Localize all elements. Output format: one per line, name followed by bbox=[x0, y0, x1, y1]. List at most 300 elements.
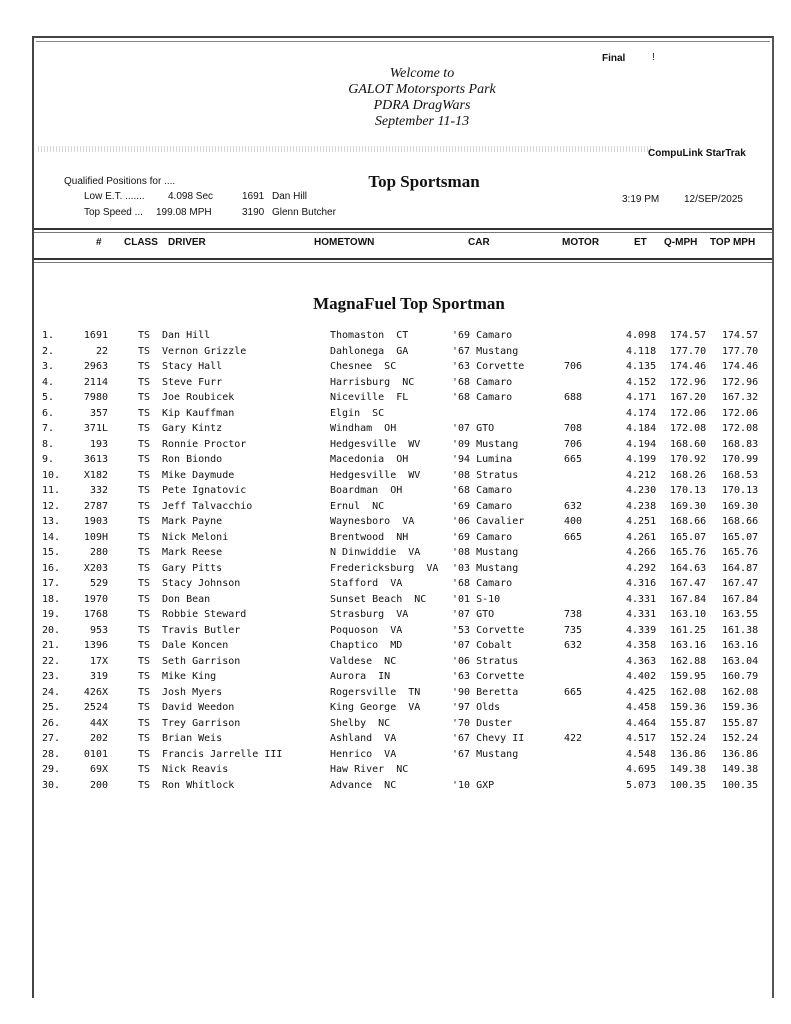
hometown-cell: Sunset Beach NC bbox=[330, 593, 427, 605]
position-cell: 27. bbox=[42, 733, 61, 744]
hometown-cell: Waynesboro VA bbox=[330, 516, 415, 527]
class-cell: TS bbox=[138, 686, 151, 698]
table-row bbox=[34, 454, 772, 470]
driver-cell: Mike King bbox=[162, 671, 217, 682]
driver-cell: Mark Reese bbox=[162, 547, 223, 558]
et-cell: 4.152 bbox=[626, 376, 657, 388]
car-number-cell: 3613 bbox=[83, 454, 108, 465]
class-cell: TS bbox=[138, 376, 151, 388]
et-cell: 4.251 bbox=[626, 516, 657, 527]
et-cell: 4.425 bbox=[626, 686, 657, 698]
driver-cell: Nick Meloni bbox=[162, 531, 229, 543]
track-name: GALOT Motorsports Park bbox=[348, 82, 496, 97]
qualifying-mph-cell: 168.26 bbox=[670, 469, 707, 481]
table-row bbox=[34, 532, 772, 548]
car-cell: '63 Corvette bbox=[452, 361, 525, 372]
car-cell: '03 Mustang bbox=[452, 562, 519, 574]
top-mph-cell: 167.84 bbox=[722, 593, 759, 605]
results-table bbox=[34, 330, 772, 795]
table-row bbox=[34, 702, 772, 718]
motor-cell: 632 bbox=[564, 500, 583, 512]
car-number-cell: 280 bbox=[89, 547, 108, 558]
event-series: PDRA DragWars bbox=[373, 98, 471, 113]
top-mph-cell: 163.55 bbox=[722, 609, 759, 620]
col-header-motor: MOTOR bbox=[562, 237, 600, 248]
table-row bbox=[34, 330, 772, 346]
column-header-rule-thin bbox=[34, 262, 772, 263]
hometown-cell: Dahlonega GA bbox=[330, 345, 409, 357]
qualifying-mph-cell: 170.13 bbox=[670, 485, 707, 496]
table-row bbox=[34, 361, 772, 377]
hometown-cell: Thomaston CT bbox=[330, 330, 409, 341]
class-cell: TS bbox=[138, 454, 151, 465]
hometown-cell: Stafford VA bbox=[330, 578, 403, 589]
table-row bbox=[34, 609, 772, 625]
qualifying-mph-cell: 164.63 bbox=[670, 562, 707, 574]
position-cell: 23. bbox=[42, 671, 61, 682]
top-mph-cell: 163.16 bbox=[722, 640, 759, 651]
col-header-class: CLASS bbox=[124, 237, 158, 248]
hometown-cell: King George VA bbox=[330, 702, 421, 713]
class-cell: TS bbox=[138, 562, 151, 574]
motor-cell: 665 bbox=[564, 531, 583, 543]
position-cell: 4. bbox=[42, 376, 55, 388]
class-cell: TS bbox=[138, 361, 151, 372]
hometown-cell: Hedgesville WV bbox=[330, 438, 421, 450]
final-mark: ! bbox=[652, 52, 655, 63]
qualifying-mph-cell: 174.57 bbox=[670, 330, 707, 341]
position-cell: 20. bbox=[42, 624, 61, 636]
car-number-cell: 2787 bbox=[83, 500, 108, 512]
car-number-cell: 7980 bbox=[83, 392, 108, 403]
et-cell: 4.331 bbox=[626, 609, 657, 620]
motor-cell: 665 bbox=[564, 454, 583, 465]
table-row bbox=[34, 547, 772, 563]
driver-cell: Gary Pitts bbox=[162, 562, 223, 574]
class-cell: TS bbox=[138, 733, 151, 744]
position-cell: 21. bbox=[42, 640, 61, 651]
et-cell: 4.098 bbox=[626, 330, 657, 341]
motor-cell: 738 bbox=[564, 609, 583, 620]
col-header-topmph: TOP MPH bbox=[710, 237, 756, 248]
car-number-cell: 200 bbox=[89, 779, 108, 791]
et-cell: 4.174 bbox=[626, 407, 657, 419]
qualifying-mph-cell: 100.35 bbox=[670, 779, 707, 791]
top-mph-cell: 163.04 bbox=[722, 655, 759, 667]
car-number-cell: 1691 bbox=[83, 330, 108, 341]
class-cell: TS bbox=[138, 717, 151, 729]
driver-cell: David Weedon bbox=[162, 702, 235, 713]
qualifying-mph-cell: 155.87 bbox=[670, 717, 707, 729]
top-mph-cell: 164.87 bbox=[722, 562, 759, 574]
car-number-cell: 332 bbox=[89, 485, 108, 496]
car-number-cell: 371L bbox=[83, 423, 108, 434]
car-cell: '67 Mustang bbox=[452, 345, 519, 357]
qualifying-mph-cell: 159.95 bbox=[670, 671, 707, 682]
et-cell: 4.184 bbox=[626, 423, 657, 434]
position-cell: 15. bbox=[42, 547, 61, 558]
table-row bbox=[34, 439, 772, 455]
car-cell: '07 Cobalt bbox=[452, 640, 513, 651]
qualifying-mph-cell: 163.10 bbox=[670, 609, 707, 620]
class-cell: TS bbox=[138, 609, 151, 620]
top-speed-car: 3190 bbox=[242, 207, 265, 218]
car-number-cell: 22 bbox=[95, 345, 108, 357]
table-row bbox=[34, 563, 772, 579]
qualifying-mph-cell: 172.06 bbox=[670, 407, 707, 419]
driver-cell: Francis Jarrelle III bbox=[162, 748, 283, 760]
report-date: 12/SEP/2025 bbox=[684, 194, 743, 205]
driver-cell: Seth Garrison bbox=[162, 655, 241, 667]
top-mph-cell: 167.32 bbox=[722, 392, 759, 403]
welcome-line: Welcome to bbox=[389, 66, 455, 81]
driver-cell: Mike Daymude bbox=[162, 469, 235, 481]
position-cell: 10. bbox=[42, 469, 61, 481]
low-et-driver: Dan Hill bbox=[272, 191, 308, 202]
col-header-hometown: HOMETOWN bbox=[314, 237, 375, 248]
driver-cell: Robbie Steward bbox=[162, 609, 247, 620]
qualifying-mph-cell: 159.36 bbox=[670, 702, 707, 713]
qualifying-mph-cell: 169.30 bbox=[670, 500, 707, 512]
driver-cell: Travis Butler bbox=[162, 624, 241, 636]
class-cell: TS bbox=[138, 779, 151, 791]
top-mph-cell: 165.07 bbox=[722, 531, 759, 543]
table-row bbox=[34, 640, 772, 656]
class-cell: TS bbox=[138, 392, 151, 403]
hometown-cell: Chesnee SC bbox=[330, 361, 397, 372]
car-cell: '08 Stratus bbox=[452, 469, 519, 481]
et-cell: 4.292 bbox=[626, 562, 657, 574]
position-cell: 24. bbox=[42, 686, 61, 698]
driver-cell: Joe Roubicek bbox=[162, 392, 235, 403]
car-cell: '63 Corvette bbox=[452, 671, 525, 682]
position-cell: 12. bbox=[42, 500, 61, 512]
top-speed-value: 199.08 MPH bbox=[156, 207, 212, 218]
et-cell: 4.212 bbox=[626, 469, 657, 481]
top-mph-cell: 168.83 bbox=[722, 438, 759, 450]
top-mph-cell: 177.70 bbox=[722, 345, 759, 357]
car-number-cell: 1970 bbox=[83, 593, 108, 605]
hometown-cell: Ashland VA bbox=[330, 733, 397, 744]
qualifying-mph-cell: 167.47 bbox=[670, 578, 707, 589]
car-number-cell: 1903 bbox=[83, 516, 108, 527]
et-cell: 4.402 bbox=[626, 671, 657, 682]
hometown-cell: Shelby NC bbox=[330, 717, 391, 729]
table-row bbox=[34, 594, 772, 610]
top-mph-cell: 161.38 bbox=[722, 624, 759, 636]
motor-cell: 632 bbox=[564, 640, 583, 651]
et-cell: 4.230 bbox=[626, 485, 657, 496]
car-cell: '70 Duster bbox=[452, 717, 513, 729]
et-cell: 4.517 bbox=[626, 733, 657, 744]
separator-band bbox=[38, 146, 652, 152]
class-cell: TS bbox=[138, 764, 151, 775]
qualifying-mph-cell: 167.84 bbox=[670, 593, 707, 605]
hometown-cell: Haw River NC bbox=[330, 764, 409, 775]
driver-cell: Pete Ignatovic bbox=[162, 485, 247, 496]
car-number-cell: 2524 bbox=[83, 702, 108, 713]
class-cell: TS bbox=[138, 593, 151, 605]
table-row bbox=[34, 718, 772, 734]
qualifying-mph-cell: 165.07 bbox=[670, 531, 707, 543]
class-cell: TS bbox=[138, 485, 151, 496]
car-number-cell: 357 bbox=[89, 407, 108, 419]
car-number-cell: 44X bbox=[89, 717, 108, 729]
top-mph-cell: 172.06 bbox=[722, 407, 759, 419]
car-number-cell: X182 bbox=[83, 469, 108, 481]
car-cell: '68 Camaro bbox=[452, 578, 513, 589]
et-cell: 4.339 bbox=[626, 624, 657, 636]
table-row bbox=[34, 423, 772, 439]
top-mph-cell: 149.38 bbox=[722, 764, 759, 775]
car-number-cell: 1396 bbox=[83, 640, 108, 651]
class-cell: TS bbox=[138, 640, 151, 651]
car-cell: '67 Chevy II bbox=[452, 733, 525, 744]
class-cell: TS bbox=[138, 438, 151, 450]
final-label: Final bbox=[602, 53, 626, 64]
car-number-cell: 426X bbox=[83, 686, 108, 698]
table-row bbox=[34, 780, 772, 796]
car-number-cell: 0101 bbox=[83, 748, 108, 760]
class-cell: TS bbox=[138, 655, 151, 667]
car-cell: '10 GXP bbox=[452, 779, 495, 791]
qualifying-mph-cell: 172.08 bbox=[670, 423, 707, 434]
class-cell: TS bbox=[138, 469, 151, 481]
class-cell: TS bbox=[138, 345, 151, 357]
position-cell: 5. bbox=[42, 392, 55, 403]
car-number-cell: 69X bbox=[89, 764, 108, 775]
top-mph-cell: 160.79 bbox=[722, 671, 759, 682]
hometown-cell: Windham OH bbox=[330, 423, 397, 434]
top-speed-label: Top Speed ... bbox=[84, 207, 143, 218]
top-mph-cell: 165.76 bbox=[722, 547, 759, 558]
position-cell: 6. bbox=[42, 407, 55, 419]
top-mph-cell: 167.47 bbox=[722, 578, 759, 589]
hometown-cell: Ernul NC bbox=[330, 500, 385, 512]
et-cell: 4.194 bbox=[626, 438, 657, 450]
table-row bbox=[34, 470, 772, 486]
col-header-car: CAR bbox=[468, 237, 490, 248]
top-mph-cell: 172.08 bbox=[722, 423, 759, 434]
table-row bbox=[34, 578, 772, 594]
compulink-label: CompuLink StarTrak bbox=[648, 148, 746, 159]
et-cell: 4.458 bbox=[626, 702, 657, 713]
position-cell: 2. bbox=[42, 345, 55, 357]
et-cell: 4.548 bbox=[626, 748, 657, 760]
column-header-rule bbox=[34, 258, 772, 260]
position-cell: 11. bbox=[42, 485, 61, 496]
hometown-cell: Rogersville TN bbox=[330, 686, 421, 698]
driver-cell: Mark Payne bbox=[162, 516, 223, 527]
car-cell: '69 Camaro bbox=[452, 531, 513, 543]
class-cell: TS bbox=[138, 407, 151, 419]
top-mph-cell: 174.46 bbox=[722, 361, 759, 372]
position-cell: 30. bbox=[42, 779, 61, 791]
qualifying-mph-cell: 168.66 bbox=[670, 516, 707, 527]
hometown-cell: Boardman OH bbox=[330, 485, 403, 496]
car-cell: '01 S-10 bbox=[452, 593, 501, 605]
hometown-cell: Brentwood NH bbox=[330, 531, 409, 543]
driver-cell: Dan Hill bbox=[162, 330, 211, 341]
class-cell: TS bbox=[138, 748, 151, 760]
position-cell: 26. bbox=[42, 717, 61, 729]
car-cell: '90 Beretta bbox=[452, 686, 519, 698]
driver-cell: Stacy Hall bbox=[162, 361, 223, 372]
hometown-cell: Poquoson VA bbox=[330, 624, 403, 636]
qualifying-mph-cell: 172.96 bbox=[670, 376, 707, 388]
position-cell: 17. bbox=[42, 578, 61, 589]
top-mph-cell: 170.99 bbox=[722, 454, 759, 465]
class-cell: TS bbox=[138, 516, 151, 527]
et-cell: 4.464 bbox=[626, 717, 657, 729]
driver-cell: Ron Whitlock bbox=[162, 779, 235, 791]
position-cell: 25. bbox=[42, 702, 61, 713]
hometown-cell: N Dinwiddie VA bbox=[330, 547, 421, 558]
class-title: Top Sportsman bbox=[368, 172, 480, 191]
position-cell: 29. bbox=[42, 764, 61, 775]
motor-cell: 708 bbox=[564, 423, 583, 434]
top-speed-driver: Glenn Butcher bbox=[272, 207, 336, 218]
table-row bbox=[34, 516, 772, 532]
table-row bbox=[34, 671, 772, 687]
position-cell: 14. bbox=[42, 531, 61, 543]
top-mph-cell: 162.08 bbox=[722, 686, 759, 698]
class-cell: TS bbox=[138, 423, 151, 434]
car-cell: '53 Corvette bbox=[452, 624, 525, 636]
class-cell: TS bbox=[138, 531, 151, 543]
car-cell: '07 GTO bbox=[452, 609, 495, 620]
car-number-cell: 109H bbox=[83, 531, 108, 543]
position-cell: 7. bbox=[42, 423, 55, 434]
position-cell: 9. bbox=[42, 454, 55, 465]
driver-cell: Dale Koncen bbox=[162, 640, 229, 651]
header-rule bbox=[34, 228, 772, 230]
class-cell: TS bbox=[138, 547, 151, 558]
et-cell: 4.358 bbox=[626, 640, 657, 651]
qualifying-mph-cell: 174.46 bbox=[670, 361, 707, 372]
top-mph-cell: 169.30 bbox=[722, 500, 759, 512]
car-cell: '68 Camaro bbox=[452, 392, 513, 403]
car-number-cell: 953 bbox=[89, 624, 108, 636]
table-row bbox=[34, 764, 772, 780]
driver-cell: Brian Weis bbox=[162, 733, 223, 744]
top-mph-cell: 155.87 bbox=[722, 717, 759, 729]
car-number-cell: 2963 bbox=[83, 361, 108, 372]
col-header-num: # bbox=[96, 237, 102, 248]
table-row bbox=[34, 625, 772, 641]
car-cell: '68 Camaro bbox=[452, 376, 513, 388]
qualifying-mph-cell: 149.38 bbox=[670, 764, 707, 775]
hometown-cell: Fredericksburg VA bbox=[330, 562, 439, 574]
hometown-cell: Harrisburg NC bbox=[330, 376, 415, 388]
et-cell: 4.363 bbox=[626, 655, 657, 667]
et-cell: 4.316 bbox=[626, 578, 657, 589]
car-cell: '09 Mustang bbox=[452, 438, 519, 450]
driver-cell: Don Bean bbox=[162, 593, 211, 605]
driver-cell: Ron Biondo bbox=[162, 454, 223, 465]
driver-cell: Stacy Johnson bbox=[162, 578, 241, 589]
top-mph-cell: 170.13 bbox=[722, 485, 759, 496]
hometown-cell: Chaptico MD bbox=[330, 640, 403, 651]
col-header-qmph: Q-MPH bbox=[664, 237, 698, 248]
low-et-value: 4.098 Sec bbox=[168, 191, 214, 202]
position-cell: 28. bbox=[42, 748, 61, 760]
qualified-label: Qualified Positions for .... bbox=[64, 176, 176, 187]
car-cell: '67 Mustang bbox=[452, 748, 519, 760]
car-cell: '06 Stratus bbox=[452, 655, 519, 667]
et-cell: 4.261 bbox=[626, 531, 657, 543]
class-cell: TS bbox=[138, 500, 151, 512]
et-cell: 4.171 bbox=[626, 392, 657, 403]
table-row bbox=[34, 656, 772, 672]
top-mph-cell: 136.86 bbox=[722, 748, 759, 760]
et-cell: 4.238 bbox=[626, 500, 657, 512]
car-number-cell: X203 bbox=[83, 562, 108, 574]
hometown-cell: Advance NC bbox=[330, 779, 397, 791]
event-dates: September 11-13 bbox=[374, 114, 470, 129]
et-cell: 4.695 bbox=[626, 764, 657, 775]
car-number-cell: 319 bbox=[89, 671, 108, 682]
motor-cell: 400 bbox=[564, 516, 583, 527]
position-cell: 19. bbox=[42, 609, 61, 620]
qualifying-mph-cell: 165.76 bbox=[670, 547, 707, 558]
motor-cell: 422 bbox=[564, 733, 583, 744]
table-row bbox=[34, 687, 772, 703]
col-header-et: ET bbox=[634, 237, 647, 248]
qualifying-mph-cell: 136.86 bbox=[670, 748, 707, 760]
top-mph-cell: 100.35 bbox=[722, 779, 759, 791]
driver-cell: Vernon Grizzle bbox=[162, 345, 247, 357]
driver-cell: Gary Kintz bbox=[162, 423, 223, 434]
position-cell: 8. bbox=[42, 438, 55, 450]
hometown-cell: Aurora IN bbox=[330, 671, 391, 682]
car-number-cell: 17X bbox=[89, 655, 108, 667]
driver-cell: Kip Kauffman bbox=[162, 407, 235, 419]
qualifying-mph-cell: 177.70 bbox=[670, 345, 707, 357]
header-rule-thin bbox=[34, 232, 772, 233]
driver-cell: Jeff Talvacchio bbox=[162, 500, 253, 512]
position-cell: 16. bbox=[42, 562, 61, 574]
low-et-label: Low E.T. ....... bbox=[84, 191, 145, 202]
qualifying-mph-cell: 161.25 bbox=[670, 624, 707, 636]
driver-cell: Steve Furr bbox=[162, 376, 223, 388]
class-cell: TS bbox=[138, 671, 151, 682]
position-cell: 22. bbox=[42, 655, 61, 667]
low-et-car: 1691 bbox=[242, 191, 265, 202]
top-mph-cell: 168.66 bbox=[722, 516, 759, 527]
top-mph-cell: 174.57 bbox=[722, 330, 759, 341]
motor-cell: 706 bbox=[564, 438, 583, 450]
table-row bbox=[34, 733, 772, 749]
position-cell: 13. bbox=[42, 516, 61, 527]
qualifying-mph-cell: 170.92 bbox=[670, 454, 707, 465]
car-number-cell: 193 bbox=[89, 438, 108, 450]
report-time: 3:19 PM bbox=[622, 194, 660, 205]
car-cell: '06 Cavalier bbox=[452, 516, 525, 527]
car-number-cell: 2114 bbox=[83, 376, 108, 388]
qualifying-mph-cell: 163.16 bbox=[670, 640, 707, 651]
class-cell: TS bbox=[138, 624, 151, 636]
car-cell: '69 Camaro bbox=[452, 500, 513, 512]
driver-cell: Ronnie Proctor bbox=[162, 438, 247, 450]
qualifying-mph-cell: 152.24 bbox=[670, 733, 707, 744]
car-number-cell: 1768 bbox=[83, 609, 108, 620]
class-cell: TS bbox=[138, 330, 151, 341]
table-row bbox=[34, 485, 772, 501]
car-cell: '97 Olds bbox=[452, 702, 501, 713]
hometown-cell: Niceville FL bbox=[330, 392, 409, 403]
et-cell: 4.199 bbox=[626, 454, 657, 465]
